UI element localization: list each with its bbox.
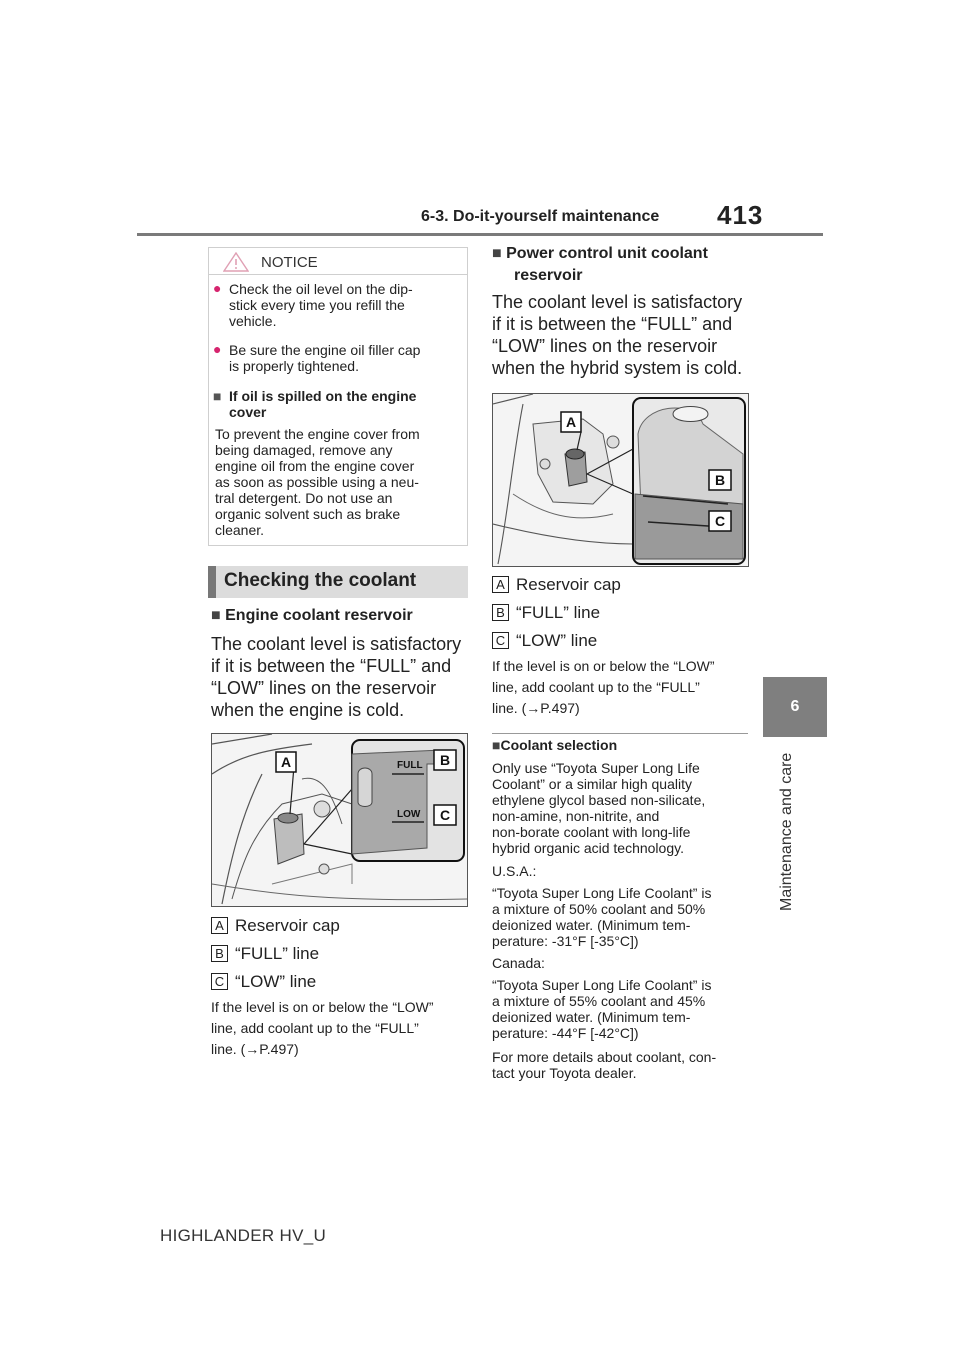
legend-key-c: C [492,632,509,649]
legend-key-c: C [211,973,228,990]
legend-key-b: B [211,945,228,962]
notice-bullet: ● [213,341,222,357]
page-number: 413 [717,200,764,230]
notice-title: NOTICE [261,254,318,271]
callout-c: C [714,513,726,529]
engine-coolant-legend [211,915,468,999]
divider [492,733,748,734]
callout-a: A [280,754,292,770]
canada-text: “Toyota Super Long Life Coolant” is a mixture of 55% coolant and 45% deionized water. (Minimum tem- perature: -44°F [-42°C]) [492,977,712,1041]
coolant-closing: For more details about coolant, con- tact your Toyota dealer. [492,1049,717,1081]
engine-coolant-heading: ■ Engine coolant reservoir [211,607,413,624]
notice-bullet-text: Check the oil level on the dip- stick every time you refill the vehicle. [229,281,413,329]
engine-coolant-note: If the level is on or below the “LOW” line, add coolant up to the “FULL” line. (→P.497) [211,999,434,1057]
coolant-selection-para: Only use “Toyota Super Long Life Coolant” or a similar high quality ethylene glycol based non-silicate, non-amine, non-nitrite, and non-borate coolant with long-life hybrid organic acid technology. [492,760,706,856]
notice-bullet-text: Be sure the engine oil filler cap is properly tightened. [229,342,421,374]
engine-coolant-intro: The coolant level is satisfactory if it is between the “FULL” and “LOW” lines on the reservoir when the engine is cold. [211,634,462,720]
legend-text-b: “FULL” line [235,944,320,963]
section-title: Checking the coolant [224,570,417,591]
notice-bullet: ● [213,280,222,296]
pcu-coolant-heading: ■ Power control unit coolant reservoir [492,245,708,284]
section-header: 6-3. Do-it-yourself maintenance [421,208,660,225]
notice-body: To prevent the engine cover from being damaged, remove any engine oil from the engine cover as soon as possible using a neu- tral detergent. Do not use an organic solvent such as brake cleaner. [215,426,420,538]
notice-subheading-marker: ■ [213,388,222,404]
coolant-selection-heading: ■Coolant selection [492,737,618,753]
header-rule [137,233,823,236]
engine-coolant-figure [211,733,468,907]
warning-triangle-icon [223,252,249,272]
legend-text-b: “FULL” line [516,603,601,622]
notice-header [209,248,467,275]
usa-text: “Toyota Super Long Life Coolant” is a mixture of 50% coolant and 50% deionized water. (Minimum tem- perature: -31°F [-35°C]) [492,885,712,949]
section-heading [208,566,468,598]
pcu-coolant-note: If the level is on or below the “LOW” line, add coolant up to the “FULL” line. (→P.497) [492,658,715,716]
legend-key-b: B [492,604,509,621]
notice-subheading: If oil is spilled on the engine cover [229,388,417,420]
canada-label: Canada: [492,955,545,971]
pcu-bay-illustration [493,394,748,566]
callout-c: C [439,807,451,823]
notice-box [208,247,468,546]
usa-label: U.S.A.: [492,863,537,879]
low-mark-label: LOW [397,809,421,820]
legend-text-c: “LOW” line [516,631,598,650]
pcu-coolant-figure [492,393,749,567]
footer-model: HIGHLANDER HV_U [160,1226,327,1245]
pcu-coolant-intro: The coolant level is satisfactory if it is between the “FULL” and “LOW” lines on the reservoir when the hybrid system is cold. [492,292,743,378]
legend-key-a: A [492,576,509,593]
legend-key-a: A [211,917,228,934]
callout-a: A [565,414,577,430]
legend-text-a: Reservoir cap [235,916,340,935]
chapter-tab-number[interactable]: 6 [763,677,827,737]
engine-bay-illustration [212,734,467,906]
callout-b: B [714,472,726,488]
pcu-coolant-legend [492,574,749,658]
chapter-tab-label: Maintenance and care [778,752,795,911]
full-mark-label: FULL [397,760,423,771]
legend-text-c: “LOW” line [235,972,317,991]
callout-b: B [439,752,451,768]
legend-text-a: Reservoir cap [516,575,621,594]
